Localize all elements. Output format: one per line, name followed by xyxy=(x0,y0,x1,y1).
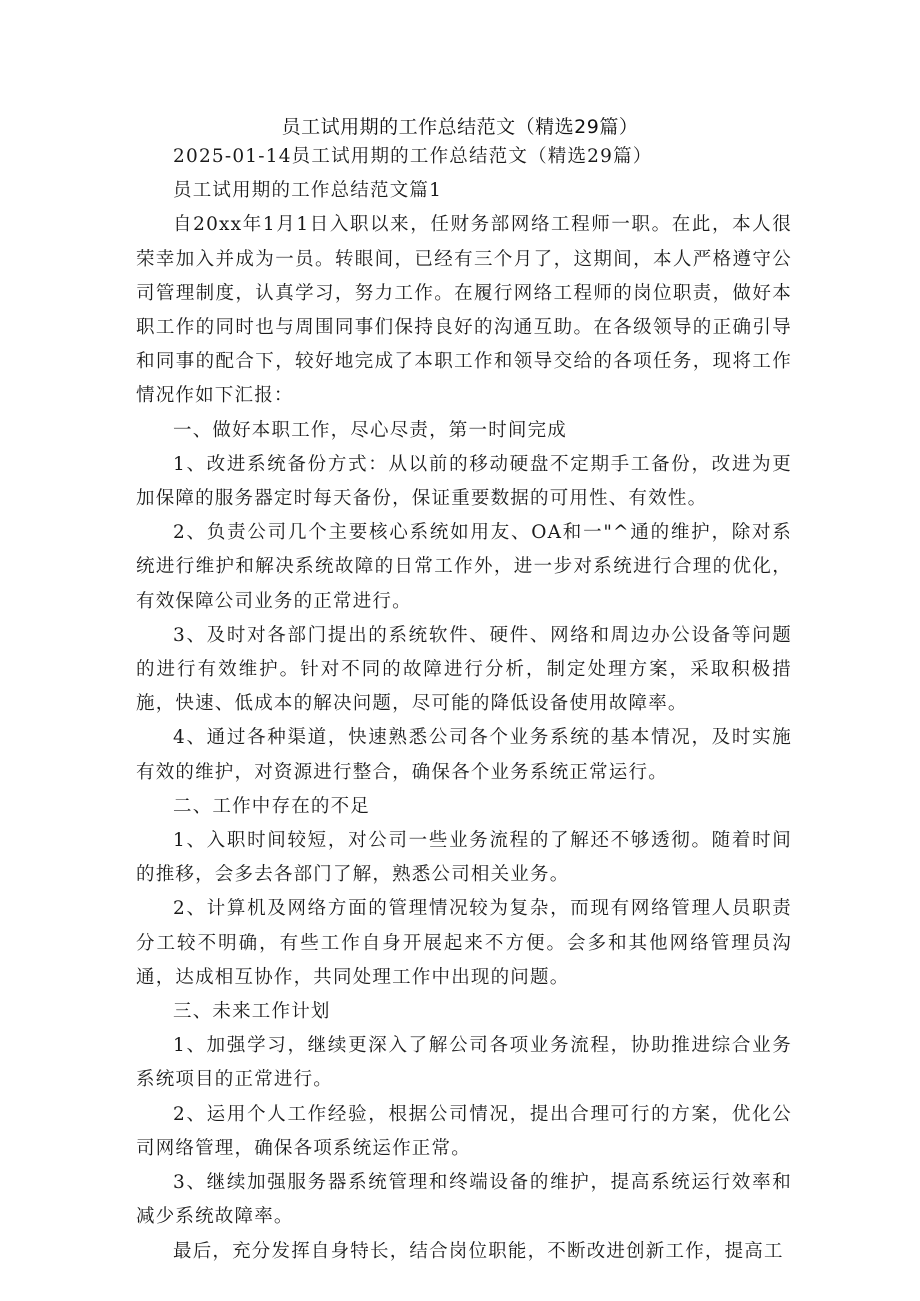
section-heading: 员工试用期的工作总结范文篇1 xyxy=(173,180,443,202)
heading-part-three: 三、未来工作计划 xyxy=(173,1001,331,1023)
paragraph-item: 2、计算机及网络方面的管理情况较为复杂，而现有网络管理人员职责分工较不明确，有些工作自身开展起来不方便。会多和其他网络管理员沟通，达成相互协作，共同处理工作中出现的问题。 xyxy=(136,898,792,988)
paragraph-item: 2、负责公司几个主要核心系统如用友、OA和一"^通的维护，除对系统进行维护和解决系统故障的日常工作外，进一步对系统进行合理的优化，有效保障公司业务的正常进行。 xyxy=(136,522,792,612)
publish-date-line: 2025-01-14员工试用期的工作总结范文（精选29篇） xyxy=(173,146,653,167)
paragraph-item: 4、通过各种渠道，快速熟悉公司各个业务系统的基本情况，及时实施有效的维护，对资源进行整合，确保各个业务系统正常运行。 xyxy=(136,727,792,783)
paragraph-item: 1、改进系统备份方式：从以前的移动硬盘不定期手工备份，改进为更加保障的服务器定时每天备份，保证重要数据的可用性、有效性。 xyxy=(136,453,792,510)
paragraph-item: 3、及时对各部门提出的系统软件、硬件、网络和周边办公设备等问题的进行有效维护。针对不同的故障进行分析，制定处理方案，采取积极措施，快速、低成本的解决问题，尽可能的降低设备使用故障率。 xyxy=(136,624,792,715)
heading-part-one: 一、做好本职工作，尽心尽责，第一时间完成 xyxy=(173,419,568,441)
document-title: 员工试用期的工作总结范文（精选29篇） xyxy=(281,116,639,138)
paragraph-closing: 最后，充分发挥自身特长，结合岗位职能，不断改进创新工作，提高工 xyxy=(173,1240,784,1262)
document-body xyxy=(136,140,792,1269)
paragraph-item: 1、入职时间较短，对公司一些业务流程的了解还不够透彻。随着时间的推移，会多去各部门了解，熟悉公司相关业务。 xyxy=(136,830,792,886)
paragraph-item: 3、继续加强服务器系统管理和终端设备的维护，提高系统运行效率和减少系统故障率。 xyxy=(136,1172,792,1228)
heading-part-two: 二、工作中存在的不足 xyxy=(173,795,371,817)
paragraph-intro: 自20xx年1月1日入职以来，任财务部网络工程师一职。在此，本人很荣幸加入并成为一员。转眼间，已经有三个月了，这期间，本人严格遵守公司管理制度，认真学习，努力工作。在履行网络工程师的岗位职责，做好本职工作的同时也与周围同事们保持良好的沟通互助。在各级领导的正确引导和同事的配合下，较好地完成了本职工作和领导交给的各项任务，现将工作情况作如下汇报： xyxy=(136,214,792,407)
paragraph-item: 2、运用个人工作经验，根据公司情况，提出合理可行的方案，优化公司网络管理，确保各项系统运作正常。 xyxy=(136,1103,792,1159)
paragraph-item: 1、加强学习，继续更深入了解公司各项业务流程，协助推进综合业务系统项目的正常进行。 xyxy=(136,1035,792,1091)
